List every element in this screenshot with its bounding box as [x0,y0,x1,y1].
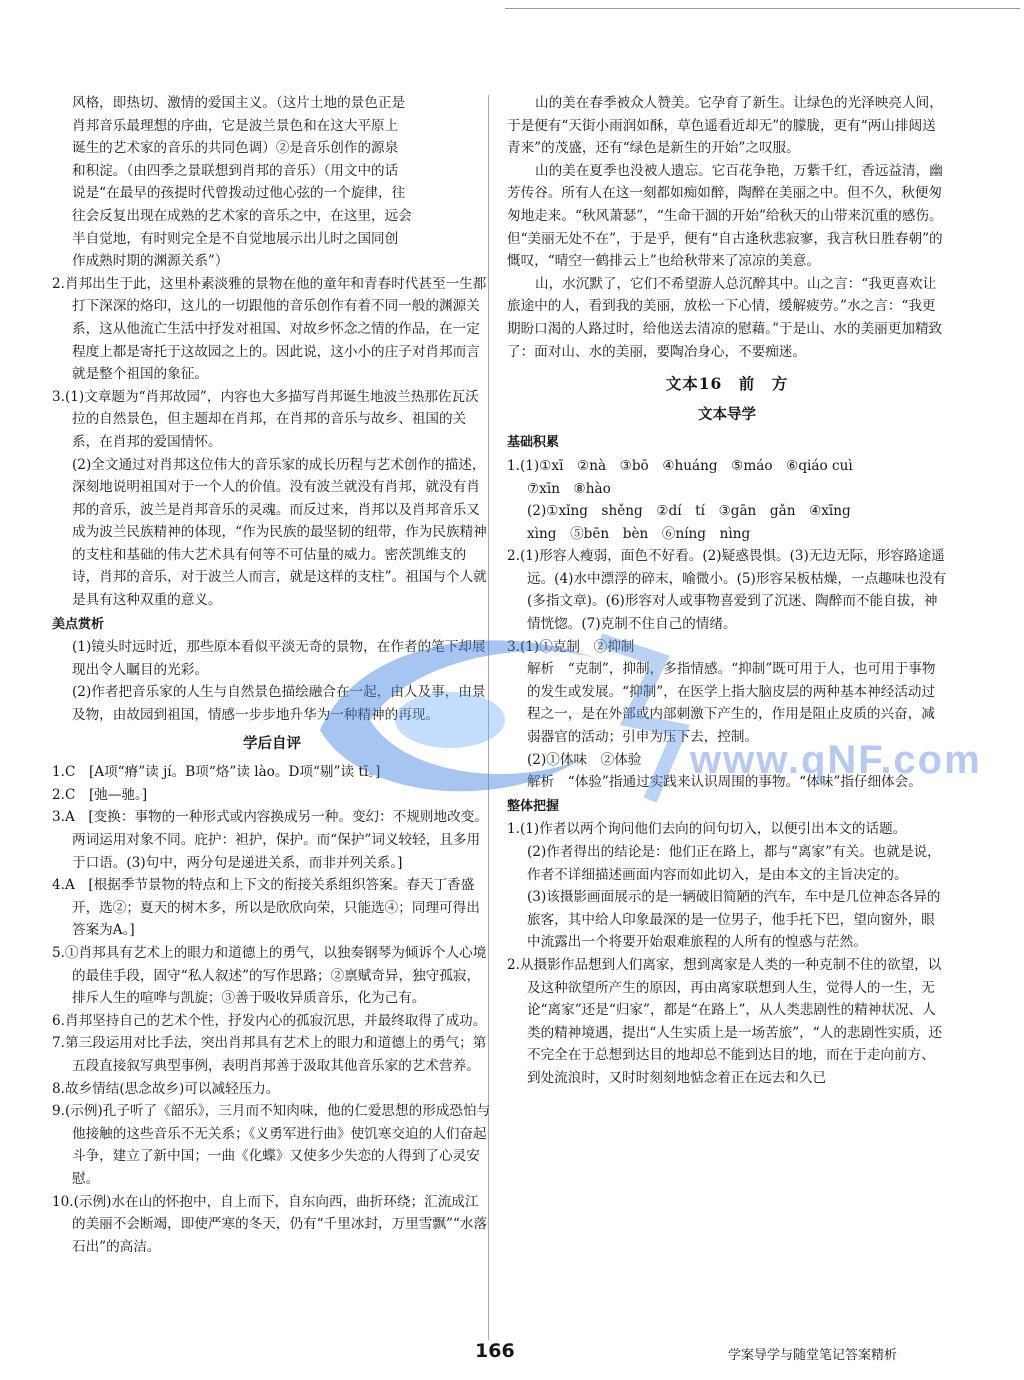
jichu-item: (2)①xǐng shěng ②dí tí ③gān gǎn ④xīng [527,503,851,520]
jichu-analysis: 解析 “体验”指通过实践来认识周围的事物。“体味”指仔细体会。 [527,774,922,791]
answer-item: 9.(示例)孔子听了《韶乐》，三月而不知肉味，他的仁爱思想的形成恐怕与他接触的这些音乐不无关系；《义勇军进行曲》使饥寒交迫的人们奋起斗争，建立了新中国；一曲《化蝶》又使多少失恋的人得到了心灵安慰。 [52,1103,491,1187]
section-heading-meidian: 美点赏析 [52,616,105,632]
intro-line: 风格，即热切、激情的爱国主义。（这片土地的景色正是 [72,95,406,111]
jichu-analysis: 解析 “克制”，抑制，多指情感。“抑制”既可用于人，也可用于事物的发生或发展。“抑制”，在医学上指大脑皮层的两种基本神经活动过程之一，是在外部或内部刺激下产生的，作用是阻止皮质的兴奋，减弱器官的活动；引申为压下去，控制。 [527,661,936,746]
intro-line: 说是“在最早的孩提时代曾拨动过他心弦的一个旋律，往 [72,185,406,202]
intro-line: 诞生的艺术家的音乐的共同色调）②是音乐创作的源泉 [72,140,399,157]
meidian-2: (2)作者把音乐家的人生与自然景色描绘融合在一起，由人及事，由景及物，由故园到祖国，情感一步步地升华为一种精神的再现。 [72,684,486,724]
page-number: 166 [475,1340,515,1362]
zhengti-item: 1.(1)作者以两个询问他们去向的问句切入，以便引出本文的话题。 [507,821,907,838]
answer-q3-2: (2)全文通过对肖邦这位伟大的音乐家的成长历程与艺术创作的描述，深刻地说明祖国对于一个人的价值。没有波兰就没有肖邦，就没有肖邦的音乐，波兰是肖邦音乐的灵魂。而反过来，肖邦以及肖邦音乐又成为波兰民族精神的体现，“作为民族的最坚韧的纽带，作为民族精神的支柱和基础的伟大艺术具有何等不可估量的威力。密茨凯维支的诗，肖邦的音乐，对于波兰人而言，就是这样的支柱”。祖国与个人就是具有这种双重的意义。 [72,456,487,609]
jichu-item: (2)①体味 ②体验 [527,751,642,768]
zhengti-item: 2.从摄影作品想到人们离家，想到离家是人类的一种克制不住的欲望，以及这种欲望所产生的原因，再由离家联想到人生，觉得人的一生，无论“离家”还是“归家”，都是“在路上”，从人类悲剧性的精神状况、人类的精神境遇，提出“人生实质上是一场苦旅”，“人的悲剧性实质，还不完全在于总想到达目的地却总不能到达目的地，而在于走向前方、到处流浪时，又时时刻刻地惦念着正在远去和久已 [507,956,943,1086]
intro-line: 往会反复出现在成熟的艺术家的音乐之中，在这里，远会 [72,207,412,224]
answer-q2: 2.肖邦出生于此，这里朴素淡雅的景物在他的童年和青春时代甚至一生都打下深深的烙印，这儿的一切跟他的音乐创作有着不同一般的渊源关系，这从他流亡生活中抒发对祖国、对故乡怀念之情的作品，在一定程度上都是寄托于这故园之上的。因此说，这小小的庄子对肖邦而言就是整个祖国的象征。 [52,275,487,383]
intro-line: 作成熟时期的渊源关系”） [72,253,229,270]
jichu-item: xìng ⑤bēn bèn ⑥níng nìng [527,525,751,542]
zhengti-item: (3)该摄影画面展示的是一辆破旧简陋的汽车，车中是几位神态各异的旅客，其中给人印象最深的是一位男子，他手托下巴，望向窗外，眼中流露出一个将要开始艰难旅程的人所有的惶惑与茫然。 [527,889,941,951]
answer-item: 3.A [变换：事物的一种形式或内容换成另一种。变幻：不规则地改变。两词运用对象不同。庇护：袒护，保护。而“保护”词义较轻，且多用于口语。(3)句中，两分句是递进关系，而非并列关系。] [52,809,488,871]
jichu-item: 3.(1)①克制 ②抑制 [507,638,635,655]
zhengti-item: (2)作者得出的结论是：他们正在路上，都与“离家”有关。也就是说，作者不详细描述画面内容而如此切入，是由本文的主旨决定的。 [527,844,941,883]
answer-item: 5.①肖邦具有艺术上的眼力和道德上的勇气，以独奏钢琴为倾诉个人心境的最佳手段，固守“私人叙述”的写作思路；②禀赋奇异，独守孤寂，排斥人生的喧哗与凯旋；③善于吸收异质音乐，化为己有。 [52,944,487,1007]
section-title-xuehou: 学后自评 [243,734,301,752]
essay-paragraph: 山的美在夏季也没被人遗忘。它百花争艳，万紫千红，香远益清，幽芳传谷。所有人在这一刻都如痴如醉，陶醉在美丽之中。但不久，秋便匆匆地走来。“秋风萧瑟”，“生命干涸的开始”给秋天的山带来沉重的感伤。但“美丽无处不在”，于是乎，便有“自古逢秋悲寂寥，我言秋日胜春朝”的慨叹，“晴空一鹤排云上”也给秋带来了凉凉的美意。 [507,162,943,270]
intro-line: 和积淀。（由四季之景联想到肖邦的音乐）（用文中的话 [72,162,399,179]
jichu-item: 1.(1)①xī ②nà ③bō ④huáng ⑤máo ⑥qiáo cuì [507,457,853,474]
essay-paragraph: 山的美在春季被众人赞美。它孕育了新生。让绿色的光泽映亮人间，于是便有“天街小雨润如酥，草色遥看近却无”的朦胧，更有“两山排闼送青来”的茂盛，还有“绿色是新生的开始”之叹服。 [507,95,943,157]
page-footer: 学案导学与随堂笔记答案精析 [728,1348,898,1363]
top-rule [505,8,1020,9]
answer-item: 4.A [根据季节景物的特点和上下文的衔接关系组织答案。春天丁香盛开，选②；夏天的树木多，所以是欣欣向荣，只能选④；同理可得出答案为A。] [52,877,480,939]
answer-item: 2.C [弛—驰。] [52,786,148,803]
answer-item: 10.(示例)水在山的怀抱中，自上而下，自东向西，曲折环绕；汇流成江的美丽不会断竭，即使严寒的冬天，仍有“千里冰封，万里雪飘”“水落石出”的高洁。 [52,1193,488,1255]
answer-item: 1.C [A项“瘠”读 jí。B项“烙”读 lào。D项“剔”读 tī。] [52,764,381,781]
jichu-item: 2.(1)形容人瘦弱，面色不好看。(2)疑惑畏惧。(3)无边无际，形容路途遥远。(4)水中漂浮的碎末，喻微小。(5)形容呆板枯燥，一点趣味也没有(多指文章)。(6)形容对人或事物喜爱到了沉迷、陶醉而不能自拔，神情恍惚。(7)克制不住自己的情绪。 [507,548,947,633]
answer-item: 8.故乡情结(思念故乡)可以减轻压力。 [52,1080,280,1097]
answer-item: 7.第三段运用对比手法，突出肖邦具有艺术上的眼力和道德上的勇气；第五段直接叙写典型事例，表明肖邦善于汲取其他音乐家的艺术营养。 [52,1035,487,1074]
section-title-daoxue: 文本导学 [698,405,756,423]
section-heading-zhengti: 整体把握 [507,798,560,814]
answer-q3-1: 3.(1)文章题为“肖邦故园”，内容也大多描写肖邦诞生地波兰热那佐瓦沃拉的自然景色，但主题却在肖邦，在肖邦的音乐与故乡、祖国的关系，在肖邦的爱国情怀。 [52,388,479,450]
jichu-item: ⑦xīn ⑧hào [527,480,611,497]
text-title: 文本16 前 方 [665,374,789,394]
intro-line: 半自觉地，有时则完全是不自觉地展示出儿时之国同创 [72,230,399,247]
left-column [52,92,492,1258]
watermark-text: www.qNF.com [690,738,982,782]
section-heading-jichu: 基础积累 [507,435,560,451]
right-column [507,92,947,1090]
intro-block [52,92,492,273]
essay-paragraph: 山，水沉默了，它们不希望游人总沉醉其中。山之言：“我更喜欢让旅途中的人，看到我的美丽，放松一下心情，缓解疲劳。”水之言：“我更期盼口渴的人路过时，给他送去清凉的慰藉。”于是山、水的美丽更加精致了：面对山、水的美丽，要陶冶身心，不要痴迷。 [507,275,943,360]
meidian-1: (1)镜头时远时近，那些原本看似平淡无奇的景物，在作者的笔下却展现出令人瞩目的光彩。 [72,639,486,678]
answer-item: 6.肖邦坚持自己的艺术个性，抒发内心的孤寂沉思，并最终取得了成功。 [52,1012,487,1029]
intro-line: 肖邦音乐最理想的序曲，它是波兰景色和在这大平原上 [72,117,399,134]
